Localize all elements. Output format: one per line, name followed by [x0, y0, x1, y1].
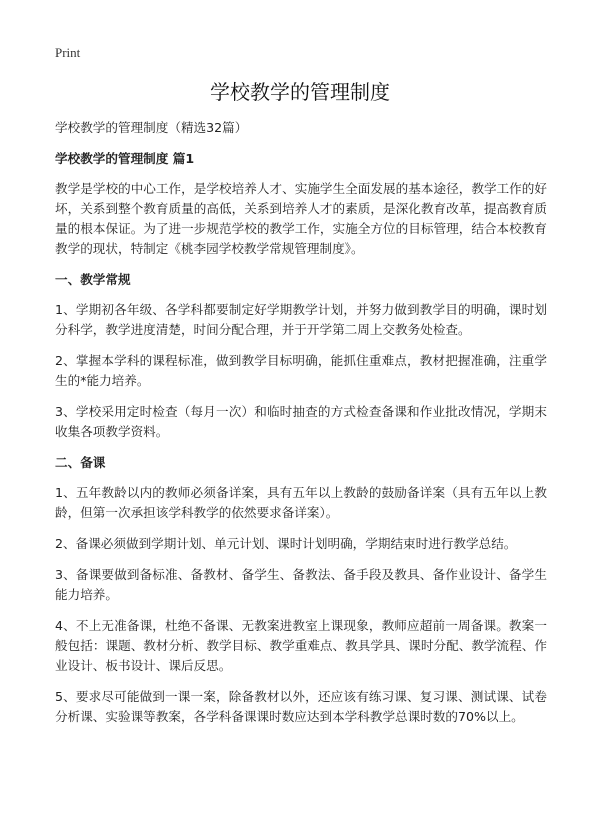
print-link[interactable]: Print [55, 45, 81, 60]
list-item: 4、不上无准备课，杜绝不备课、无教案进教室上课现象，教师应超前一周备课。教案一般包括：课题、教材分析、教学目标、教学重难点、教具学具、课时分配、教学流程、作业设计、板书设计、课后反思。 [55, 618, 547, 673]
intro-paragraph: 教学是学校的中心工作，是学校培养人才、实施学生全面发展的基本途径，教学工作的好坏，关系到整个教育质量的高低，关系到培养人才的素质，是深化教育改革，提高教育质量的根本保证。为了进一步规范学校的教学工作，实施全方位的目标管理，结合本校教育教学的现状，特制定《桃李园学校教学常规管理制度》。 [55, 181, 547, 256]
list-item: 3、学校采用定时检查（每月一次）和临时抽查的方式检查备课和作业批改情况，学期末收集各项教学资料。 [55, 404, 547, 439]
article-body [55, 118, 547, 727]
page-title: 学校教学的管理制度 [210, 80, 390, 104]
list-item: 1、学期初各年级、各学科都要制定好学期教学计划，并努力做到教学目的明确，课时划分科学，教学进度清楚，时间分配合理，并于开学第二周上交教务处检查。 [55, 302, 547, 337]
section-heading-lesson-prep: 二、备课 [55, 455, 106, 470]
list-item: 3、备课要做到备标准、备教材、备学生、备教法、备手段及教具、备作业设计、备学生能力培养。 [55, 567, 547, 602]
section-heading-teaching-routine: 一、教学常规 [55, 272, 131, 287]
article-heading: 学校教学的管理制度 篇1 [55, 151, 195, 166]
list-item: 2、备课必须做到学期计划、单元计划、课时计划明确，学期结束时进行教学总结。 [55, 536, 517, 551]
list-item: 2、掌握本学科的课程标准，做到教学目标明确，能抓住重难点，教材把握准确，注重学生的*能力培养。 [55, 353, 547, 388]
list-item: 1、五年教龄以内的教师必须备详案，具有五年以上教龄的鼓励备详案（具有五年以上教龄，但第一次承担该学科教学的依然要求备详案）。 [55, 485, 547, 520]
article-subtitle: 学校教学的管理制度（精选32篇） [55, 120, 248, 135]
list-item: 5、要求尽可能做到一课一案，除备教材以外，还应该有练习课、复习课、测试课、试卷分析课、实验课等教案，各学科备课课时数应达到本学科教学总课时数的70%以上。 [55, 689, 547, 724]
